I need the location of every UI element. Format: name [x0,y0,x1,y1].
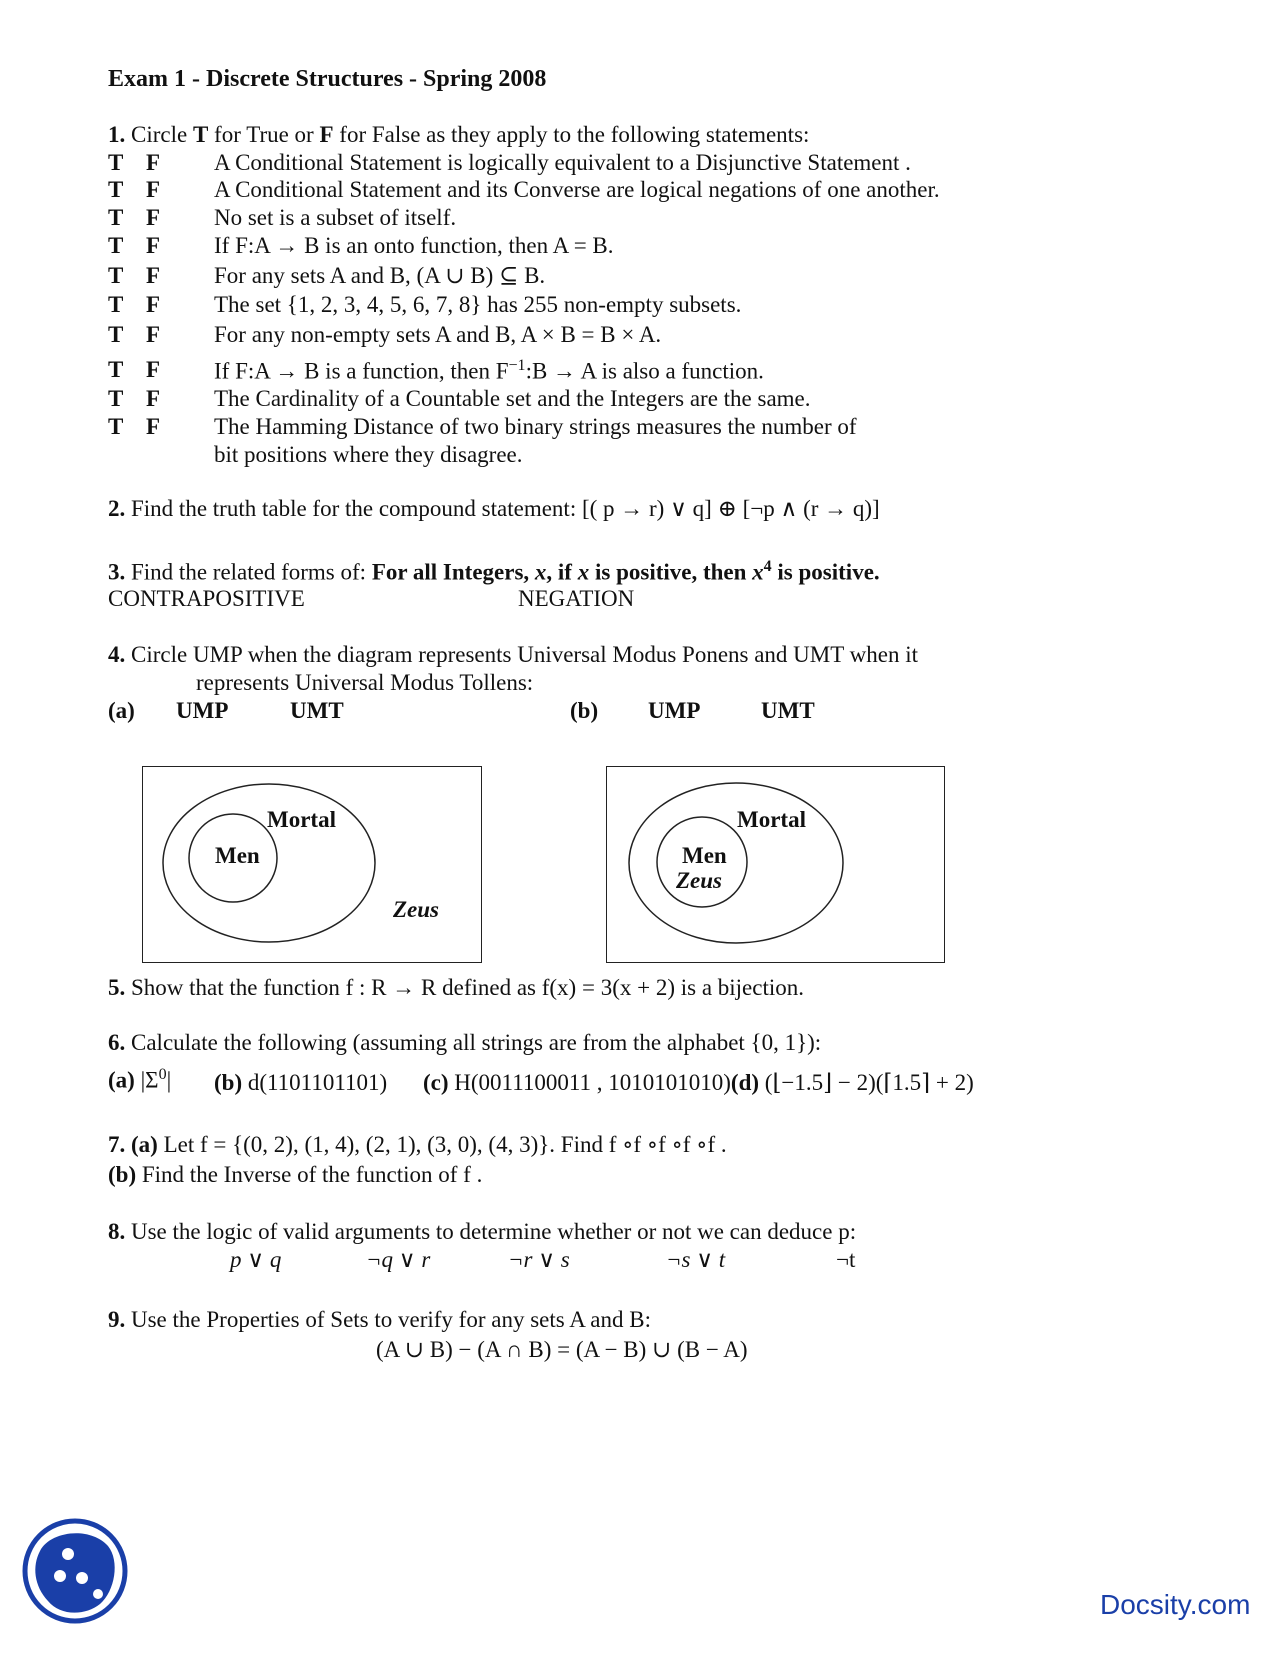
q3-statement-part: , if [546,559,578,585]
question-6-part-c [423,1070,974,1096]
contrapositive-label: CONTRAPOSITIVE [108,586,305,611]
true-option[interactable]: T [108,322,124,347]
q3-variable: x [752,559,764,585]
venn-diagram-b [606,766,945,963]
ump-option-a[interactable]: UMP [176,698,229,723]
question-5 [108,975,804,1001]
question-number: 1. [108,122,126,147]
question-6 [108,1030,821,1056]
statement-7: For any non-empty sets A and B, A × B = B × A. [214,322,662,347]
docsity-brand[interactable]: Docsity.com [1100,1589,1251,1620]
part-a-superscript: 0 [158,1066,167,1083]
question-number: 7. [108,1132,126,1157]
venn-diagram-a-shapes [143,767,483,964]
question-7b [108,1162,482,1188]
q3-statement-part: is positive, then [589,559,753,585]
umt-option-b[interactable]: UMT [761,698,815,723]
statement-5: For any sets A and B, (A ∪ B) ⊆ B. [214,263,546,288]
false-option[interactable]: F [146,386,161,411]
question-number: 6. [108,1030,126,1055]
q1-prompt-part: for True or [208,122,320,147]
venn-diagram-a [142,766,482,963]
statement-8 [214,357,764,385]
question-8 [108,1219,856,1245]
question-4 [108,642,918,668]
zeus-label: Zeus [676,868,722,893]
negation-label: NEGATION [518,586,635,611]
statement-10-continued: bit positions where they disagree. [214,442,523,467]
q1-prompt-part: Circle [131,122,193,147]
q3-variable: x [577,559,590,585]
question-4-text: Circle UMP when the diagram represents Universal Modus Ponens and UMT when it [131,642,918,667]
question-5-text: Show that the function f : R → R defined as f(x) = 3(x + 2) is a bijection. [131,975,805,1000]
question-3 [108,558,880,586]
part-b-label: (b) [108,1162,137,1187]
true-option[interactable]: T [108,292,124,317]
true-option[interactable]: T [108,357,124,382]
page-title: Exam 1 - Discrete Structures - Spring 2008 [108,66,547,92]
question-7b-text: Find the Inverse of the function of f . [141,1162,483,1187]
question-2 [108,496,880,522]
q3-statement-part: For all Integers, [371,559,535,585]
part-a-label: (a) [108,1067,135,1093]
statement-10: The Hamming Distance of two binary strings measures the number of [214,414,857,439]
question-8-text: Use the logic of valid arguments to determine whether or not we can deduce p: [131,1219,857,1244]
docsity-logo-icon [20,1516,130,1626]
part-a-label: (a) [108,698,135,723]
true-option[interactable]: T [108,386,124,411]
part-b-label: (b) [214,1070,243,1095]
part-d-expression: (⌊−1.5⌋ − 2)(⌈1.5⌉ + 2) [764,1070,974,1095]
question-6-part-b [214,1070,387,1096]
mortal-set-ellipse [629,783,843,943]
question-number: 8. [108,1219,126,1244]
true-option[interactable]: T [108,177,124,202]
statement-2: A Conditional Statement and its Converse are logical negations of one another. [214,177,940,202]
question-9-text: Use the Properties of Sets to verify for any sets A and B: [131,1307,651,1332]
question-1-prompt [108,122,809,148]
q3-exponent: 4 [763,558,772,575]
false-option[interactable]: F [146,414,161,439]
set-identity: (A ∪ B) − (A ∩ B) = (A − B) ∪ (B − A) [376,1337,748,1362]
question-number: 5. [108,975,126,1000]
statement-8-rest: :B → A is also a function. [525,358,764,384]
part-a-label: (a) [131,1132,158,1157]
false-option[interactable]: F [146,205,161,230]
question-number: 3. [108,559,126,585]
zeus-label: Zeus [393,897,439,922]
q1-true-letter: T [192,122,209,147]
q1-false-letter: F [319,122,334,147]
part-b-label: (b) [570,698,599,723]
question-number: 4. [108,642,126,667]
umt-option-a[interactable]: UMT [290,698,344,723]
premise-3: ¬r ∨ s [508,1247,570,1272]
question-3-text: Find the related forms of: [131,559,372,585]
mortal-label: Mortal [267,807,336,832]
question-2-text: Find the truth table for the compound statement: [( p → r) ∨ q] ⊕ [¬p ∧ (r → q)] [131,496,880,521]
statement-3: No set is a subset of itself. [214,205,457,230]
part-d-label: (d) [730,1070,760,1095]
men-label: Men [682,843,727,868]
premise-1: p ∨ q [230,1247,282,1272]
question-7a-text: Let f = {(0, 2), (1, 4), (2, 1), (3, 0), (4, 3)}. Find f ∘f ∘f ∘f ∘f . [163,1132,727,1157]
part-c-expression: H(0011100011 , 1010101010) [454,1070,731,1095]
q3-variable: x [534,559,547,585]
inverse-superscript: −1 [508,357,526,374]
question-4-text-continued: represents Universal Modus Tollens: [196,670,534,695]
true-option[interactable]: T [108,233,124,258]
false-option[interactable]: F [146,233,161,258]
question-number: 2. [108,496,126,521]
premise-2: ¬q ∨ r [366,1247,431,1272]
part-b-expression: d(1101101101) [247,1070,388,1095]
true-option[interactable]: T [108,205,124,230]
statement-6: The set {1, 2, 3, 4, 5, 6, 7, 8} has 255 non-empty subsets. [214,292,742,317]
q3-statement-part: is positive. [771,559,880,585]
false-option[interactable]: F [146,150,161,175]
part-c-label: (c) [423,1070,449,1095]
question-9 [108,1307,651,1333]
true-option[interactable]: T [108,150,124,175]
statement-4: If F:A → B is an onto function, then A = B. [214,233,614,258]
q1-prompt-part: for False as they apply to the following statements: [333,122,810,147]
venn-diagram-b-shapes [607,767,946,964]
question-7 [108,1132,727,1158]
men-label: Men [215,843,260,868]
premise-4: ¬s ∨ t [666,1247,726,1272]
statement-8-text: If F:A → B is a function, then F [214,358,509,384]
false-option[interactable]: F [146,177,161,202]
mortal-label: Mortal [737,807,806,832]
false-option[interactable]: F [146,322,161,347]
question-6-text: Calculate the following (assuming all strings are from the alphabet {0, 1}): [131,1030,822,1055]
true-option[interactable]: T [108,263,124,288]
premise-5: ¬t [836,1247,856,1272]
false-option[interactable]: F [146,263,161,288]
question-6-parts [108,1066,171,1094]
part-a-bar: | [166,1067,172,1093]
question-number: 9. [108,1307,126,1332]
statement-9: The Cardinality of a Countable set and the Integers are the same. [214,386,811,411]
ump-option-b[interactable]: UMP [648,698,701,723]
true-option[interactable]: T [108,414,124,439]
part-a-expression: |Σ [140,1067,159,1093]
statement-1: A Conditional Statement is logically equivalent to a Disjunctive Statement . [214,150,911,175]
false-option[interactable]: F [146,292,161,317]
false-option[interactable]: F [146,357,161,382]
